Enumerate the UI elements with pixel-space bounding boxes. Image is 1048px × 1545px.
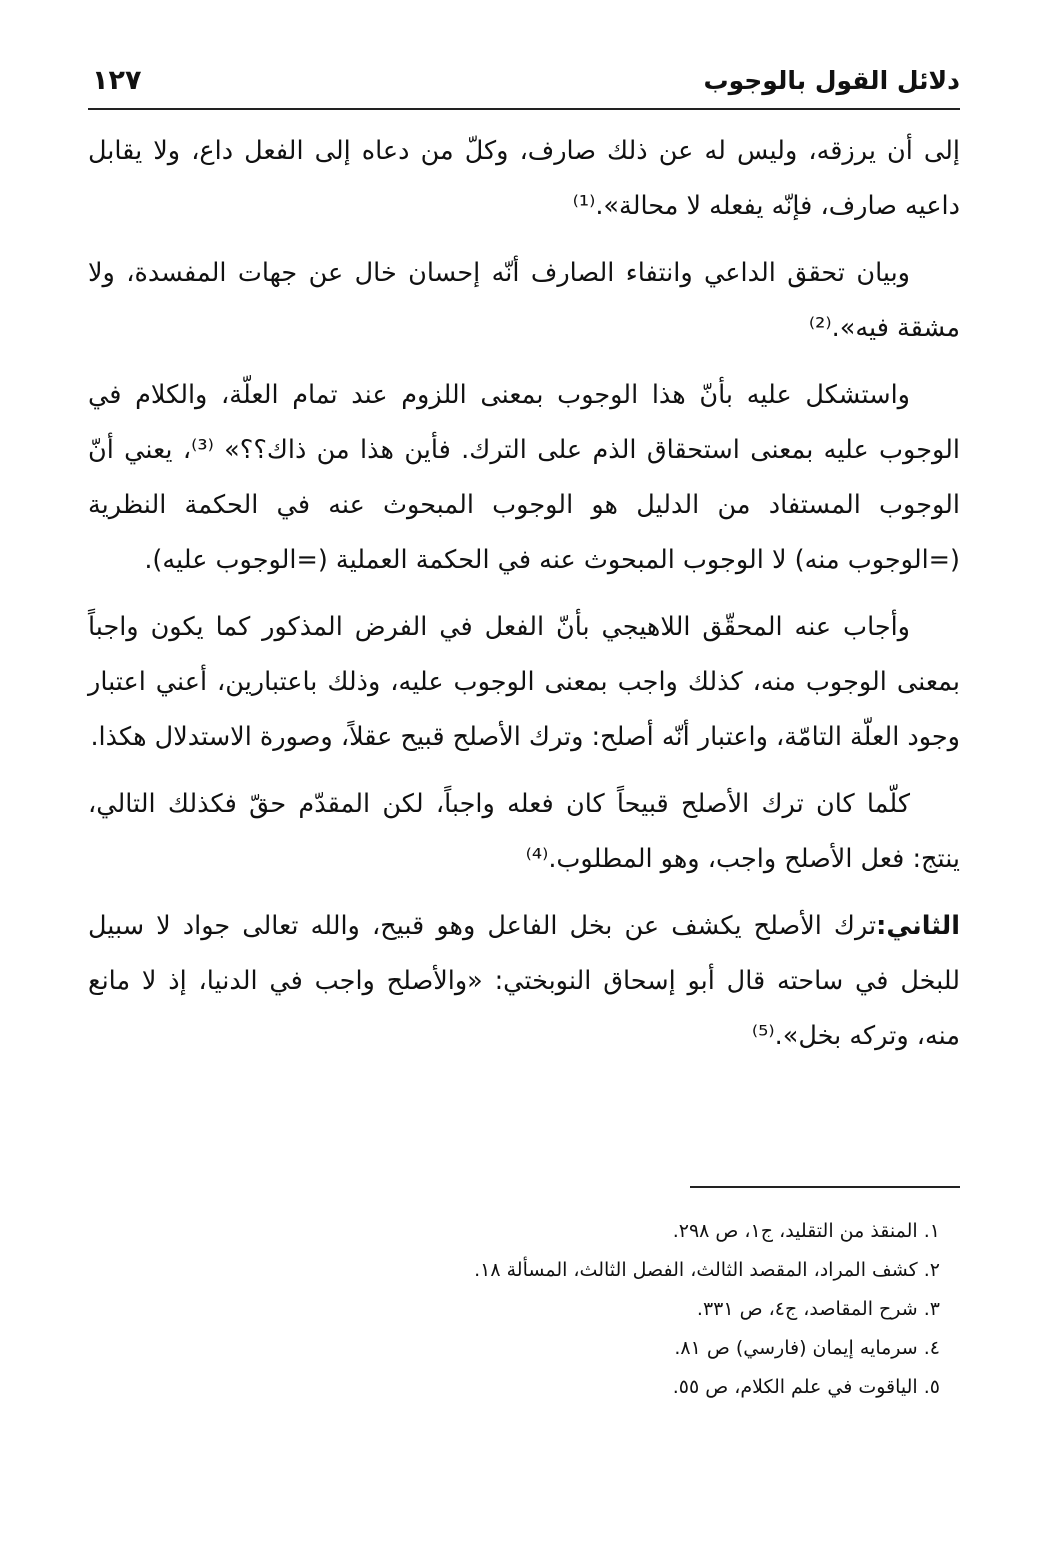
second-argument-text: ترك الأصلح يكشف عن بخل الفاعل وهو قبيح، والله تعالى جواد لا سبيل للبخل في ساحته قال أبو إسحاق النوبختي: «والأصلح واجب في الدنيا، إذ لا مانع منه، وتركه بخل».⁽⁵⁾: [88, 911, 960, 1051]
footnote-5: ٥. الياقوت في علم الكلام، ص ٥٥.: [672, 1376, 940, 1398]
paragraph-reply: وأجاب عنه المحقّق اللاهيجي بأنّ الفعل في الفرض المذكور كما يكون واجباً بمعنى الوجوب منه، كذلك واجب بمعنى الوجوب عليه، وذلك باعتبارين، أعني اعتبار وجود العلّة التامّة، واعتبار أنّه أصلح: وترك الأصلح قبيح عقلاً، وصورة الاستدلال هكذا.: [88, 612, 960, 752]
running-title: دلائل القول بالوجوب: [703, 65, 960, 95]
paragraph-evidence: وبيان تحقق الداعي وانتفاء الصارف أنّه إحسان خال عن جهات المفسدة، ولا مشقة فيه».⁽²⁾: [88, 258, 960, 343]
footnote-3: ٣. شرح المقاصد، ج٤، ص ٣٣١.: [696, 1298, 940, 1320]
header-divider: [88, 108, 960, 110]
footnote-4: ٤. سرمايه إيمان (فارسي) ص ٨١.: [674, 1337, 940, 1359]
page-number: ١٢٧: [92, 64, 142, 96]
main-text: [88, 124, 960, 1076]
running-header: [92, 58, 960, 102]
footnote-divider: [690, 1186, 960, 1188]
footnotes-list: [88, 1214, 960, 1409]
paragraph-second-argument: [88, 899, 960, 1064]
footnote-2: ٢. كشف المراد، المقصد الثالث، الفصل الثالث، المسألة ١٨.: [474, 1259, 940, 1281]
paragraph-continuation: إلى أن يرزقه، وليس له عن ذلك صارف، وكلّ من دعاه إلى الفعل داع، ولا يقابل داعيه صارف، فإنّه يفعله لا محالة».⁽¹⁾: [88, 136, 960, 221]
second-argument-label: الثاني:: [876, 911, 960, 941]
footnote-1: ١. المنقذ من التقليد، ج١، ص ٢٩٨.: [672, 1220, 940, 1242]
paragraph-syllogism: كلّما كان ترك الأصلح قبيحاً كان فعله واجباً، لكن المقدّم حقّ فكذلك التالي، ينتج: فعل الأصلح واجب، وهو المطلوب.⁽⁴⁾: [88, 789, 960, 874]
paragraph-objection: واستشكل عليه بأنّ هذا الوجوب بمعنى اللزوم عند تمام العلّة، والكلام في الوجوب عليه بمعنى استحقاق الذم على الترك. فأين هذا من ذاك؟؟» ⁽³⁾، يعني أنّ الوجوب المستفاد من الدليل هو الوجوب المبحوث عنه في الحكمة النظرية (=الوجوب منه) لا الوجوب المبحوث عنه في الحكمة العملية (=الوجوب عليه).: [88, 380, 960, 575]
